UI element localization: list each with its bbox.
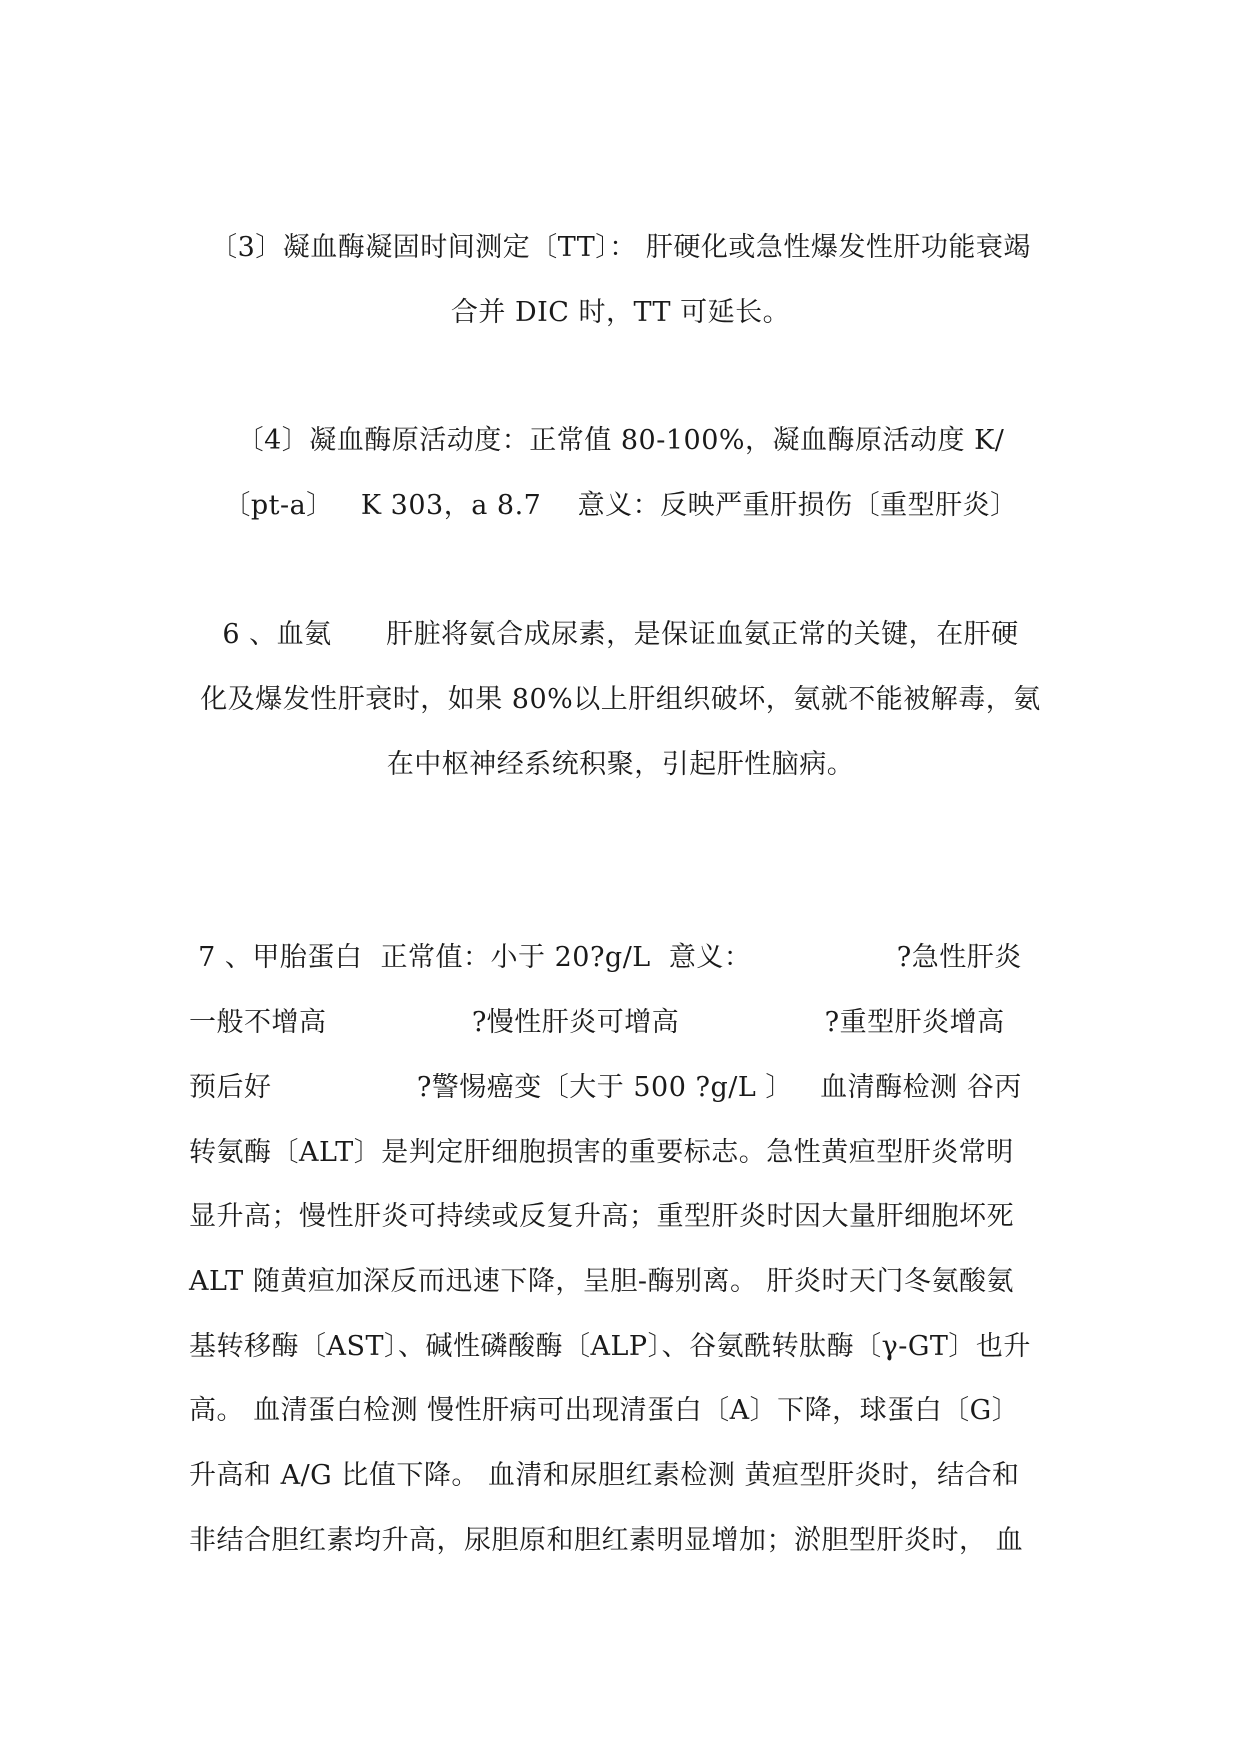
afp-line-2: 一般不增高 ?慢性肝炎可增高 ?重型肝炎增高 [189, 1007, 1005, 1038]
tt-line-1: 〔3〕凝血酶凝固时间测定〔TT〕： 肝硬化或急性爆发性肝功能衰竭 [210, 232, 1031, 263]
afp-line-8: 高。 血清蛋白检测 慢性肝病可出现清蛋白〔A〕下降，球蛋白〔G〕 [189, 1395, 1020, 1426]
afp-line-4: 转氨酶〔ALT〕是判定肝细胞损害的重要标志。急性黄疸型肝炎常明 [189, 1137, 1014, 1168]
afp-line-1: 7 、甲胎蛋白 正常值：小于 20?g/L 意义： ?急性肝炎 [189, 942, 1022, 973]
afp-line-7: 基转移酶〔AST〕、碱性磷酸酶〔ALP〕、谷氨酰转肽酶〔γ-GT〕也升 [189, 1331, 1031, 1362]
tt-line-2: 合并 DIC 时，TT 可延长。 [450, 297, 791, 328]
afp-line-5: 显升高；慢性肝炎可持续或反复升高；重型肝炎时因大量肝细胞坏死 [189, 1201, 1014, 1232]
afp-line-3: 预后好 ?警惕癌变〔大于 500 ?g/L 〕 血清酶检测 谷丙 [189, 1072, 1022, 1103]
afp-line-6: ALT 随黄疸加深反而迅速下降，呈胆-酶别离。 肝炎时天门冬氨酸氨 [189, 1266, 1015, 1297]
pt-line-1: 〔4〕凝血酶原活动度：正常值 80-100%，凝血酶原活动度 K/ [236, 425, 1005, 456]
ammonia-line-1: 6 、血氨 肝脏将氨合成尿素，是保证血氨正常的关键，在肝硬 [222, 619, 1019, 650]
ammonia-line-3: 在中枢神经系统积聚，引起肝性脑病。 [386, 749, 855, 780]
pt-line-2: 〔pt-a〕 K 303，a 8.7 意义：反映严重肝损伤〔重型肝炎〕 [223, 490, 1018, 521]
afp-line-9: 升高和 A/G 比值下降。 血清和尿胆红素检测 黄疸型肝炎时，结合和 [189, 1460, 1020, 1491]
afp-line-10: 非结合胆红素均升高，尿胆原和胆红素明显增加；淤胆型肝炎时， 血 [189, 1525, 1024, 1556]
ammonia-line-2: 化及爆发性肝衰时，如果 80%以上肝组织破坏，氨就不能被解毒，氨 [200, 684, 1041, 715]
